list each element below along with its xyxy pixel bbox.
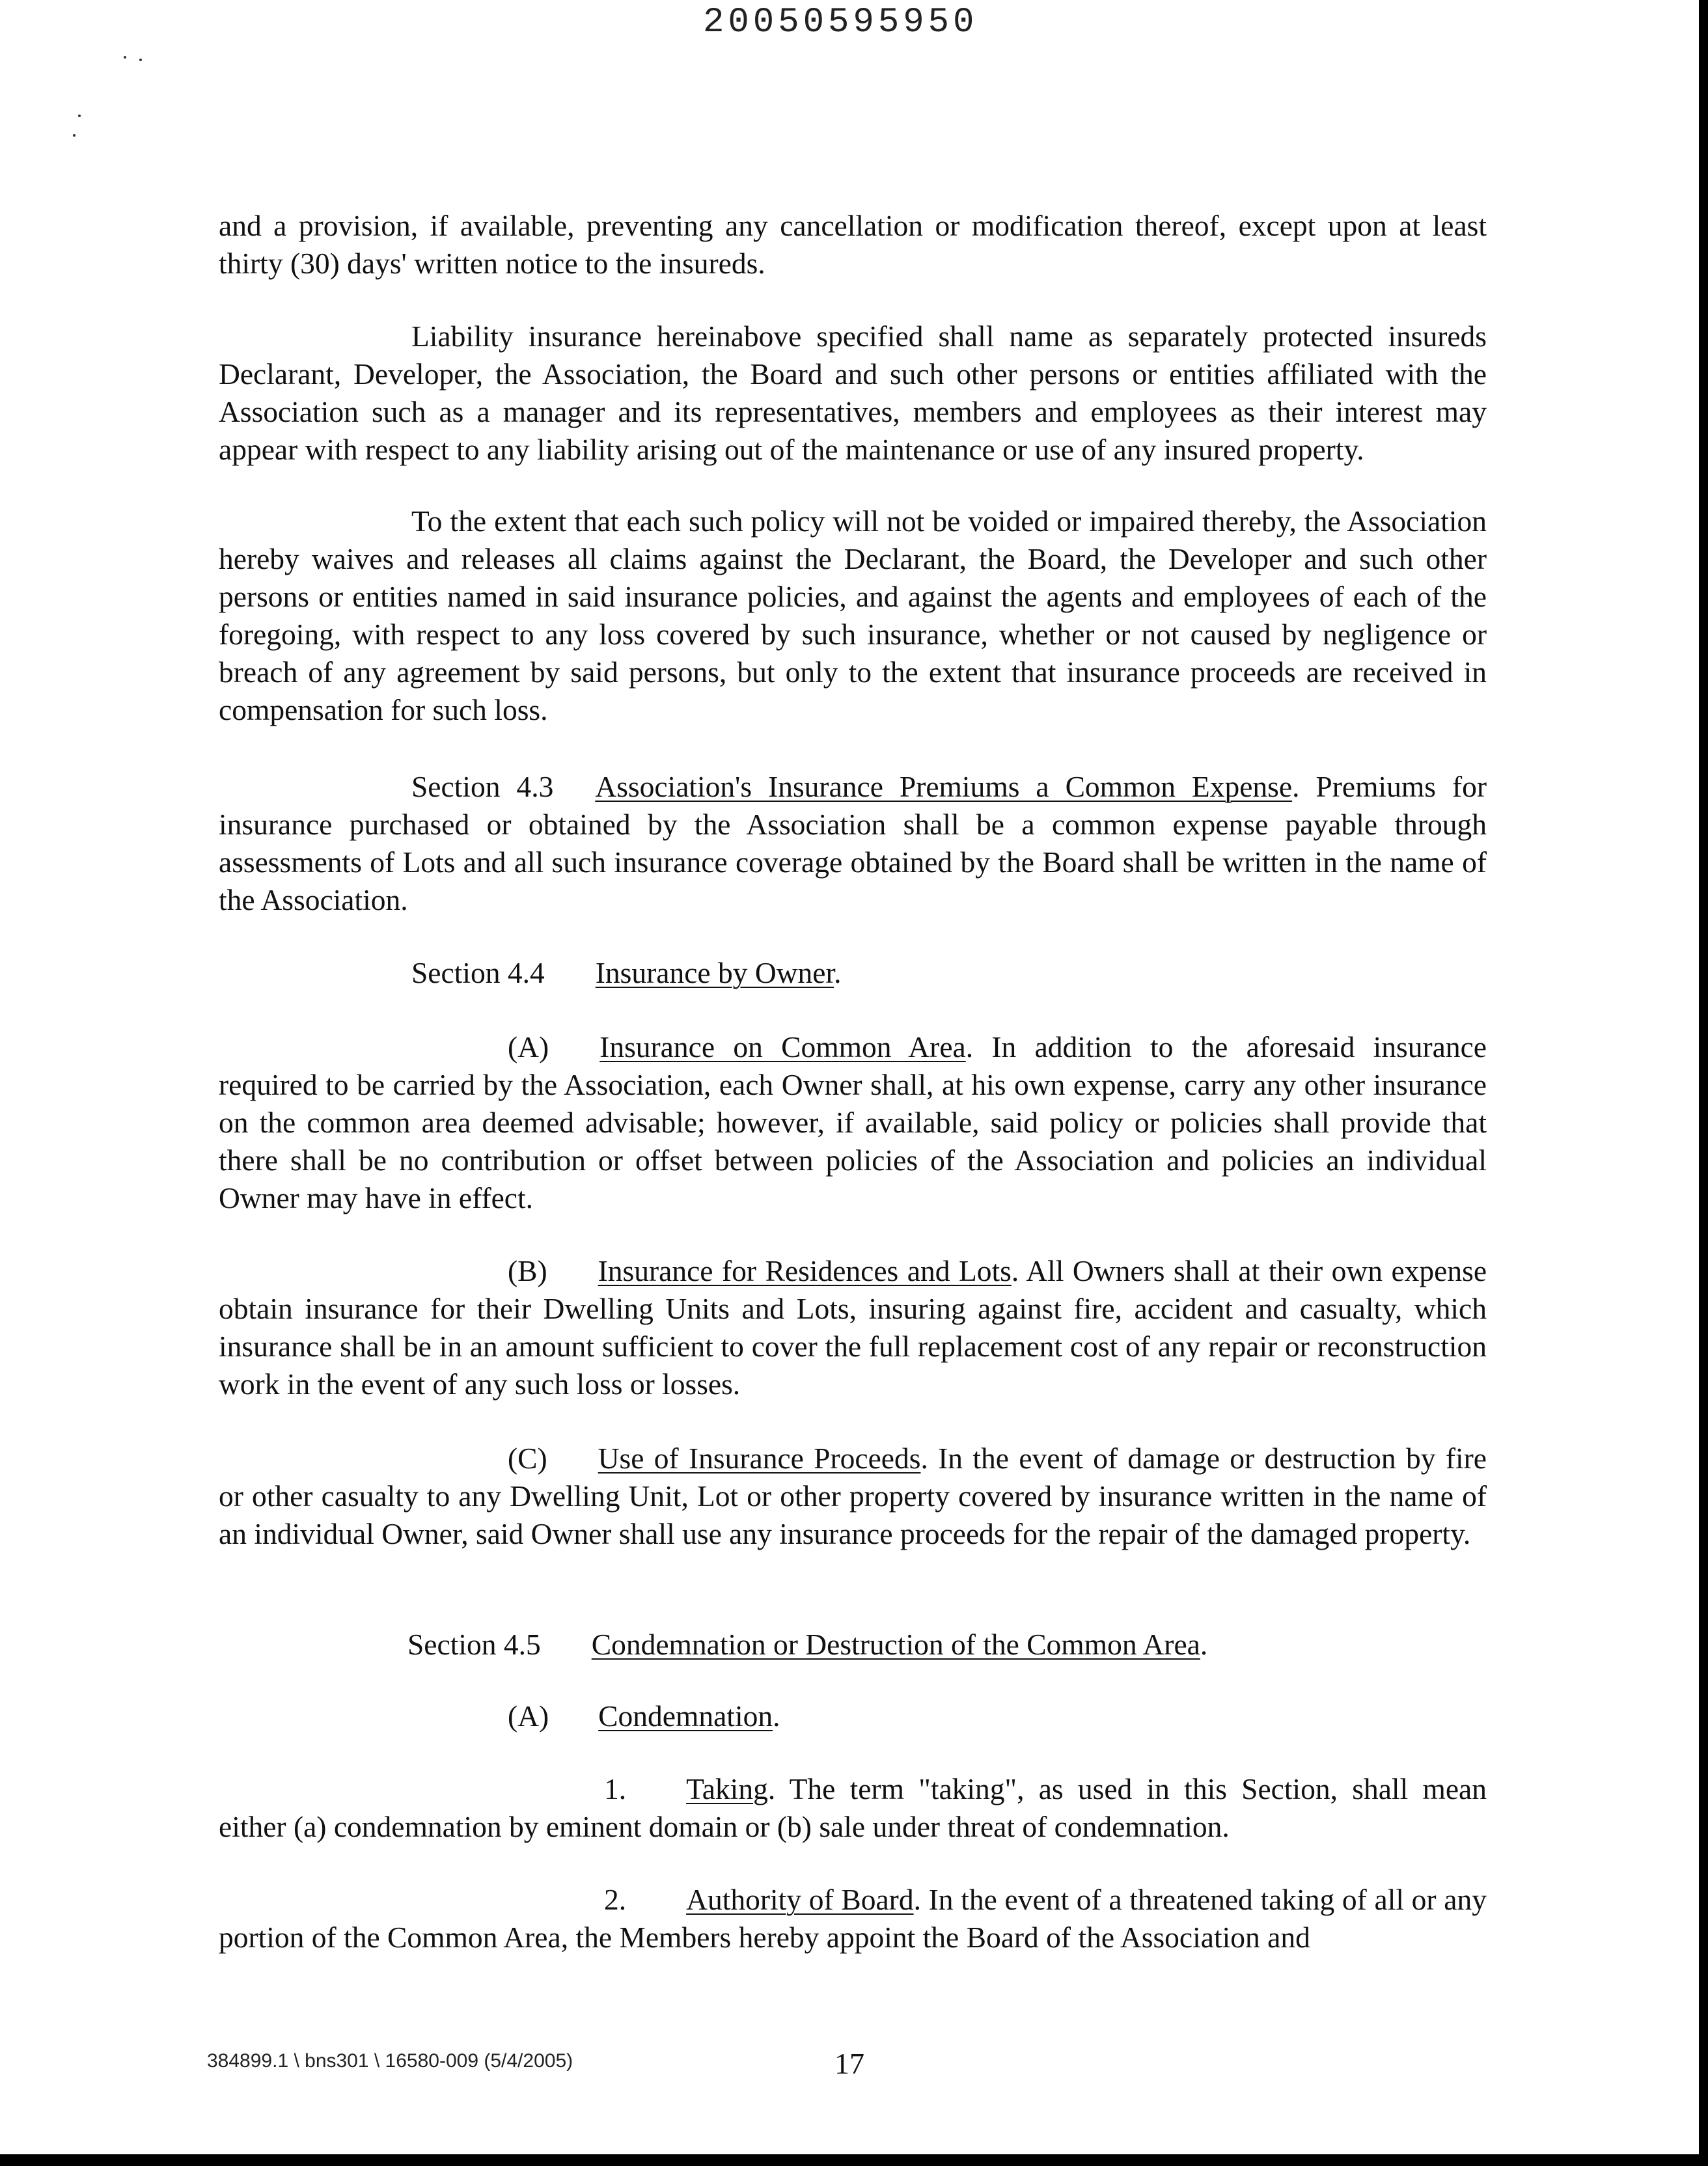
section-4-4-c-label: (C) xyxy=(508,1442,547,1475)
paragraph-liability xyxy=(219,318,1487,469)
section-4-4-period: . xyxy=(834,956,842,989)
page-number: 17 xyxy=(834,2047,864,2080)
section-4-4-number: Section 4.4 xyxy=(411,956,545,989)
section-4-4-a-title: Insurance on Common Area xyxy=(599,1030,966,1063)
item-1-body: . The term "taking", as used in this Section, shall mean either (a) condemnation by eminent domain or (b) sale under threat of condemnation. xyxy=(219,1772,1487,1843)
section-4-4-a-body: . In addition to the aforesaid insurance required to be carried by the Association, each Owner shall, at his own expense, carry any other insurance on the common area deemed advisable; however, if available, said policy or policies shall provide that there shall be no contribution or offset between policies of the Association and policies an individual Owner may have in effect. xyxy=(219,1030,1487,1214)
document-number: 20050595950 xyxy=(703,3,978,42)
paragraph-liability-text: Liability insurance hereinabove specified shall name as separately protected insureds Declarant, Developer, the Association, the Board and such other persons or entities affiliated with the Association such as a manager and its representatives, members and employees as their interest may appear with respect to any liability arising out of the maintenance or use of any insured property. xyxy=(219,320,1487,466)
item-1-label: 1. xyxy=(604,1772,627,1805)
footer-document-id: 384899.1 \ bns301 \ 16580-009 (5/4/2005) xyxy=(207,2050,573,2072)
section-4-5-a-label: (A) xyxy=(508,1699,549,1733)
section-4-4-b-label: (B) xyxy=(508,1254,547,1287)
scan-speck xyxy=(139,59,142,61)
section-4-4-c xyxy=(219,1440,1487,1553)
section-4-5-heading xyxy=(219,1626,1487,1664)
scan-speck xyxy=(124,56,126,59)
section-4-4-b xyxy=(219,1252,1487,1403)
scan-speck xyxy=(78,115,81,117)
paragraph-cancellation: and a provision, if available, preventing any cancellation or modification thereof, except upon at least thirty (30) days' written notice to the insureds. xyxy=(219,209,1487,280)
section-4-4-title: Insurance by Owner xyxy=(595,956,834,989)
section-4-5-number: Section 4.5 xyxy=(407,1628,541,1661)
section-4-5-period: . xyxy=(1200,1628,1208,1661)
section-4-4-c-body: . In the event of damage or destruction by fire or other casualty to any Dwelling Unit, Lot or other property covered by insurance written in the name of an individual Owner, said Owner shall use any insurance proceeds for the repair of the damaged property. xyxy=(219,1442,1487,1550)
section-4-4-b-title: Insurance for Residences and Lots xyxy=(598,1254,1012,1287)
item-2-title: Authority of Board xyxy=(686,1883,914,1916)
item-1-title: Taking xyxy=(686,1772,768,1805)
scan-speck xyxy=(73,134,76,137)
paragraph-waiver xyxy=(219,502,1487,729)
section-4-5-a-period: . xyxy=(773,1699,780,1733)
section-4-4-c-title: Use of Insurance Proceeds xyxy=(598,1442,921,1475)
item-2-body: . In the event of a threatened taking of all or any portion of the Common Area, the Members hereby appoint the Board of the Association and xyxy=(219,1883,1487,1954)
section-4-3-number: Section 4.3 xyxy=(411,770,554,803)
section-4-5-title: Condemnation or Destruction of the Common Area xyxy=(591,1628,1200,1661)
section-4-5-a xyxy=(219,1697,1487,1735)
section-4-3-title: Association's Insurance Premiums a Common Expense xyxy=(595,770,1293,803)
scan-border-right xyxy=(1699,0,1708,2166)
item-2-label: 2. xyxy=(604,1883,627,1916)
section-4-3-body: . Premiums for insurance purchased or obtained by the Association shall be a common expense payable through assessments of Lots and all such insurance coverage obtained by the Board shall be written in the name of the Association. xyxy=(219,770,1487,916)
section-4-5-item-1 xyxy=(219,1770,1487,1846)
section-4-5-item-2 xyxy=(219,1881,1487,1956)
section-4-4-a-label: (A) xyxy=(508,1030,549,1063)
scan-border-bottom xyxy=(0,2154,1708,2166)
section-4-4-b-body: . All Owners shall at their own expense obtain insurance for their Dwelling Units and Lots, insuring against fire, accident and casualty, which insurance shall be in an amount sufficient to cover the full replacement cost of any repair or reconstruction work in the event of any such loss or losses. xyxy=(219,1254,1487,1401)
paragraph-waiver-text: To the extent that each such policy will not be voided or impaired thereby, the Association hereby waives and releases all claims against the Declarant, the Board, the Developer and such other persons or entities named in said insurance policies, and against the agents and employees of each of the foregoing, with respect to any loss covered by such insurance, whether or not caused by negligence or breach of any agreement by said persons, but only to the extent that insurance proceeds are received in compensation for such loss. xyxy=(219,504,1487,726)
section-4-4-heading xyxy=(219,954,1487,992)
section-4-5-a-title: Condemnation xyxy=(598,1699,773,1733)
section-4-3 xyxy=(219,768,1487,919)
section-4-4-a xyxy=(219,1028,1487,1217)
